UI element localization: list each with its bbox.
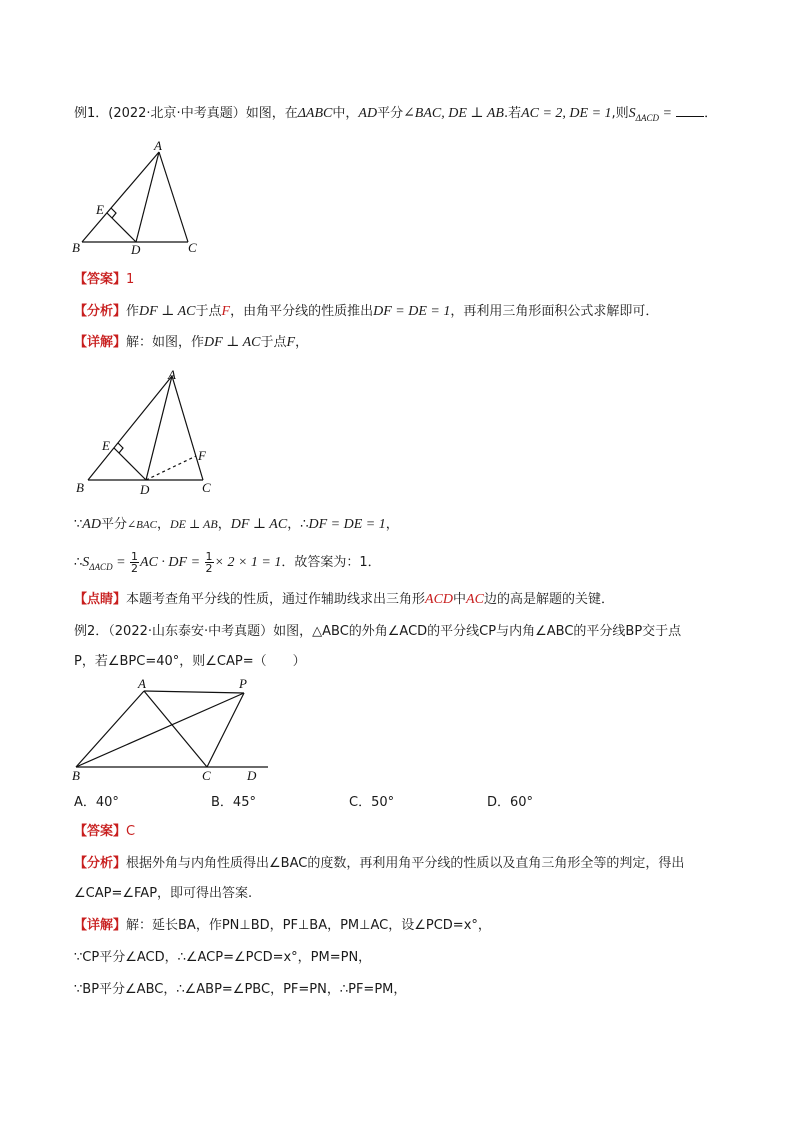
text: ， (217, 517, 231, 532)
text: ， (156, 517, 170, 532)
example1-prefix: 例1．(2022·北京·中考真题）如图，在 (74, 106, 298, 121)
label-P: P (239, 676, 247, 691)
key-point-tag: 【点睛】 (74, 592, 127, 607)
text: ．故答案为： (281, 555, 360, 570)
key-point-1 (74, 590, 614, 610)
answer-1 (74, 270, 134, 290)
answer-value: C (126, 824, 136, 839)
text: ,则 (611, 106, 629, 121)
analysis-tag: 【分析】 (74, 856, 127, 871)
detail-2-line1 (74, 916, 491, 936)
text: 于点 (195, 304, 222, 319)
label-D: D (247, 768, 257, 783)
text: 平分 (100, 517, 127, 532)
answer-blank (676, 104, 704, 117)
solution-step-1 (74, 514, 399, 535)
math: = (658, 106, 672, 121)
text: 于点 (260, 335, 287, 350)
answer-tag: 【答案】 (74, 272, 127, 287)
option-b: B．45° (211, 795, 256, 810)
math: AC = 2, DE = 1 (521, 106, 612, 121)
example2-question-line1: 例2．（2022·山东泰安·中考真题）如图，△ABC的外角∠ACD的平分线CP与内角∠ABC的平分线BP交于点 (74, 624, 682, 639)
option-c: C．50° (349, 795, 395, 810)
analysis-2-line2: ∠CAP=∠FAP，即可得出答案. (74, 886, 253, 901)
analysis-1 (74, 302, 658, 322)
option-a: A．40° (74, 795, 119, 810)
label-B: B (76, 480, 84, 495)
text: 根据外角与内角性质得出∠BAC的度数，再利用角平分线的性质以及直角三角形全等的判定，得出 (126, 856, 685, 871)
fraction-half: $\frac{1}{2}$ (205, 550, 213, 575)
label-C: C (202, 480, 211, 495)
math: AC (466, 592, 484, 607)
math: ACD (425, 592, 454, 607)
label-F: F (198, 448, 206, 463)
text: ， (295, 335, 309, 350)
answer-value: 1 (126, 272, 135, 287)
label-D: D (140, 482, 150, 497)
triangle-name: ΔABC (297, 106, 333, 121)
text: 解：如图，作 (126, 335, 205, 350)
text: ∴ (74, 555, 83, 570)
label-A: A (168, 367, 176, 382)
math: DF = DE = 1 (308, 517, 386, 532)
math: DE ⊥ AB (169, 517, 218, 531)
text: 本题考查角平分线的性质，通过作辅助线求出三角形 (126, 592, 426, 607)
detail-2-line3: ∵BP平分∠ABC，∴∠ABP=∠PBC，PF=PN，∴PF=PM， (74, 982, 407, 997)
text: 解：延长BA，作PN⊥BD，PF⊥BA，PM⊥AC，设∠PCD=x°， (126, 918, 491, 933)
text: ，∴ (287, 517, 309, 532)
text: ∵ (74, 517, 83, 532)
math: ∠BAC (126, 519, 157, 531)
text: 作 (126, 304, 140, 319)
math: F (286, 335, 296, 350)
detail-tag: 【详解】 (74, 335, 127, 350)
text: ． (704, 106, 718, 121)
text: ，由角平分线的性质推出 (230, 304, 374, 319)
label-B: B (72, 240, 80, 255)
math: AD (82, 517, 101, 532)
text: .若 (503, 106, 522, 121)
math: F (221, 304, 231, 319)
label-E: E (102, 438, 110, 453)
option-d: D．60° (487, 795, 534, 810)
text: 中 (453, 592, 467, 607)
area-symbol: $S_{\Delta ACD}$ (628, 106, 659, 123)
label-C: C (188, 240, 197, 255)
math: DF ⊥ AC (139, 304, 196, 319)
math: DF = DE = 1 (373, 304, 451, 319)
fraction-half: $\frac{1}{2}$ (131, 550, 139, 575)
example2-question-line2: P，若∠BPC=40°，则∠CAP=（ ） (74, 654, 306, 669)
label-D: D (131, 242, 141, 256)
text: 中， (332, 106, 359, 121)
answer-2 (74, 822, 135, 842)
figure-triangle-1 (68, 140, 208, 256)
label-A: A (138, 676, 146, 691)
text: 平分 (377, 106, 404, 121)
figure-parallelogram (68, 676, 278, 786)
label-A: A (154, 140, 162, 153)
answer-tag: 【答案】 (74, 824, 127, 839)
math: DF ⊥ AC (230, 517, 288, 532)
label-E: E (96, 202, 104, 217)
text: ． (367, 555, 381, 570)
figure-triangle-2 (68, 366, 228, 498)
analysis-tag: 【分析】 (74, 304, 127, 319)
math: AC · DF = (140, 555, 204, 570)
analysis-2-line1 (74, 854, 684, 874)
label-B: B (72, 768, 80, 783)
math: AD (358, 106, 378, 121)
math: × 2 × 1 = 1 (214, 555, 282, 570)
text: ，再利用三角形面积公式求解即可． (450, 304, 659, 319)
detail-2-line2: ∵CP平分∠ACD，∴∠ACP=∠PCD=x°，PM=PN， (74, 950, 372, 965)
math: ∠BAC, DE ⊥ AB (403, 106, 504, 121)
detail-tag: 【详解】 (74, 918, 127, 933)
example1-question (74, 104, 717, 128)
math: = (112, 555, 130, 570)
detail-1 (74, 333, 308, 353)
text: ， (385, 517, 399, 532)
text: 边的高是解题的关键． (483, 592, 614, 607)
math: DF ⊥ AC (204, 335, 261, 350)
solution-step-2 (74, 548, 381, 582)
area-symbol: $S_{\Delta ACD}$ (82, 555, 113, 572)
answer-value: 1 (359, 555, 368, 570)
label-C: C (202, 768, 211, 783)
